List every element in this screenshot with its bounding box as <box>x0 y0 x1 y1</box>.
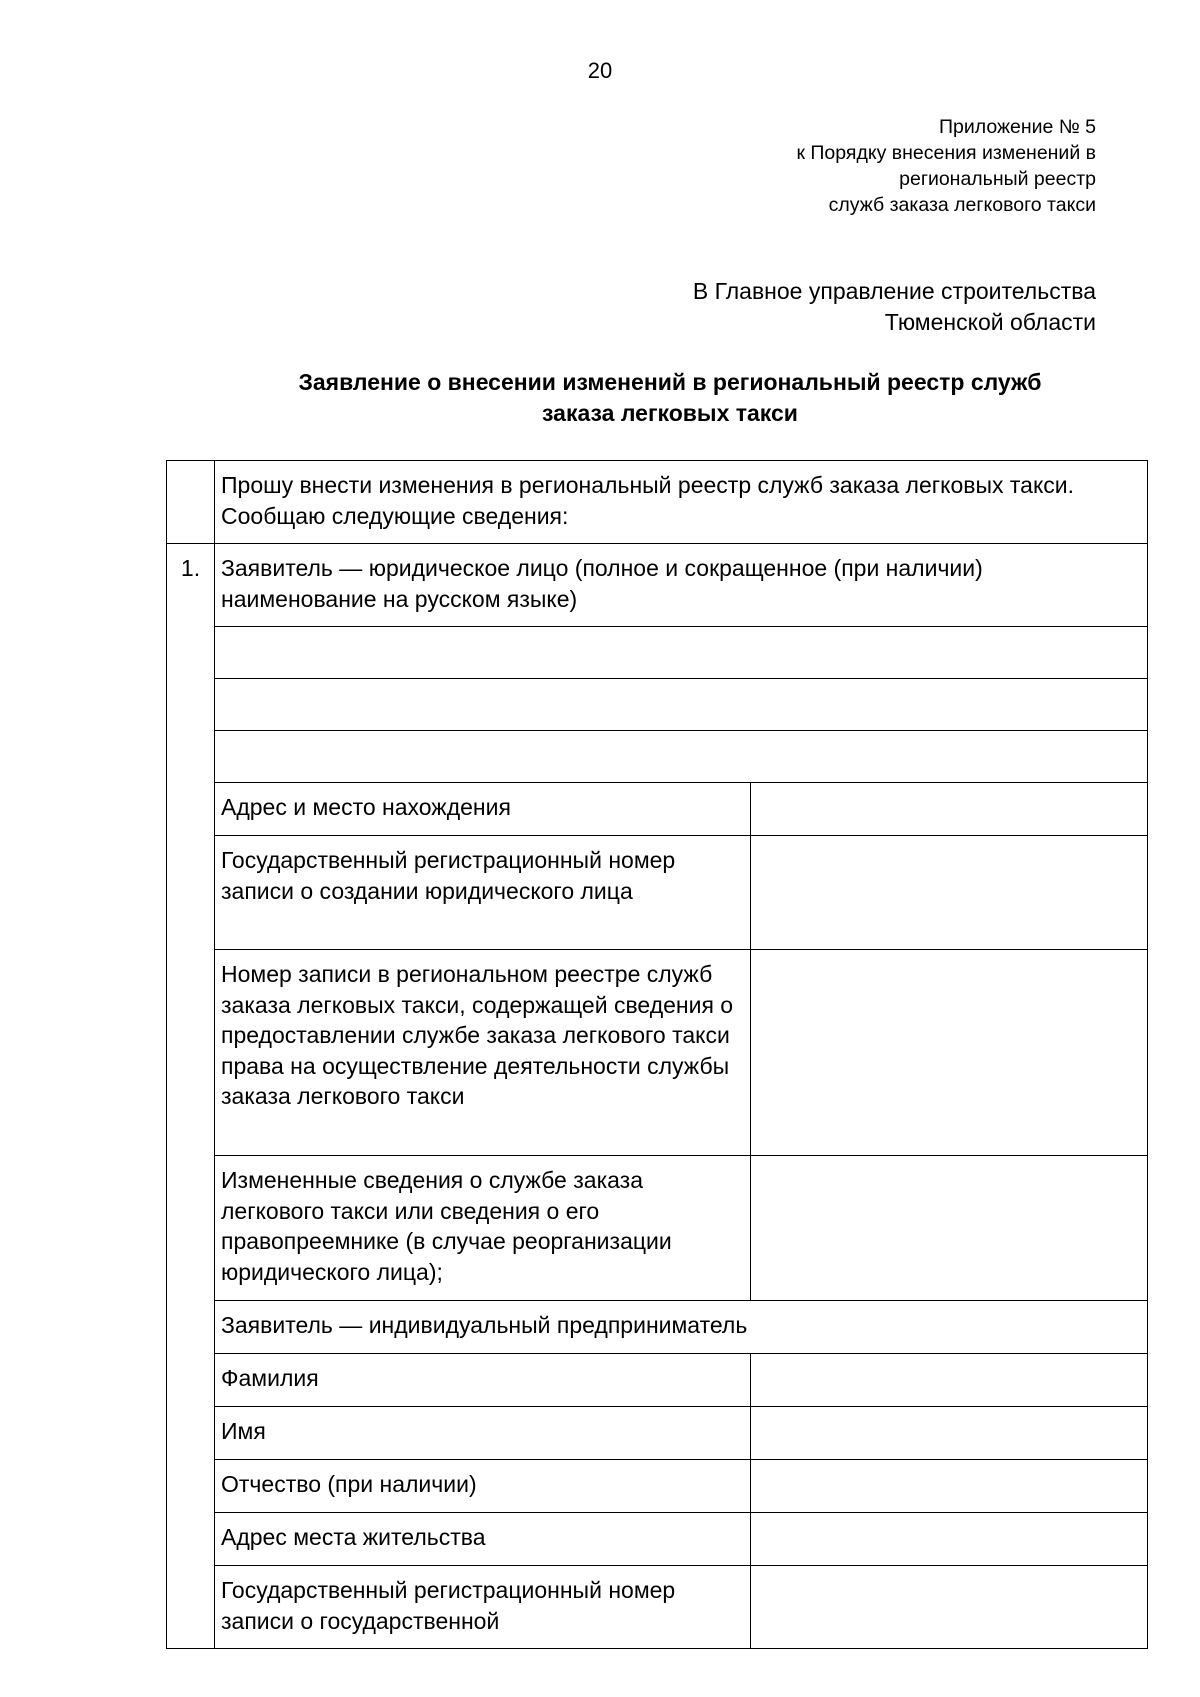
appendix-line: к Порядку внесения изменений в <box>796 142 1096 164</box>
row-number-cell <box>167 1407 215 1460</box>
table-row <box>167 1301 1148 1354</box>
surname-value-field[interactable] <box>751 1354 1148 1407</box>
row-number-cell <box>167 731 215 783</box>
title-line: заказа легковых такси <box>542 400 798 426</box>
table-row <box>167 1156 1148 1301</box>
table-row <box>167 1566 1148 1649</box>
row-number-cell <box>167 1513 215 1566</box>
row-number-cell <box>167 461 215 544</box>
legal-name-field[interactable] <box>215 627 1148 679</box>
entrepreneur-header: Заявитель — индивидуальный предприниматель <box>215 1301 1148 1354</box>
table-row <box>167 1354 1148 1407</box>
field-label: Государственный регистрационный номер записи о создании юридического лица <box>215 836 751 950</box>
application-form-table <box>166 460 1148 1649</box>
field-label: Адрес места жительства <box>215 1513 751 1566</box>
section-number: 1. <box>167 544 215 627</box>
row-number-cell <box>167 1566 215 1649</box>
table-row <box>167 783 1148 836</box>
table-row <box>167 627 1148 679</box>
first-name-value-field[interactable] <box>751 1407 1148 1460</box>
addressee <box>396 276 1096 338</box>
row-number-cell <box>167 1156 215 1301</box>
patronymic-value-field[interactable] <box>751 1460 1148 1513</box>
address-value-field[interactable] <box>751 783 1148 836</box>
document-title <box>220 367 1120 429</box>
ogrn-value-field[interactable] <box>751 836 1148 950</box>
table-row <box>167 1407 1148 1460</box>
row-number-cell <box>167 1301 215 1354</box>
table-row <box>167 679 1148 731</box>
changed-info-value-field[interactable] <box>751 1156 1148 1301</box>
table-row <box>167 544 1148 627</box>
residence-address-value-field[interactable] <box>751 1513 1148 1566</box>
table-row <box>167 461 1148 544</box>
row-number-cell <box>167 950 215 1156</box>
field-label: Отчество (при наличии) <box>215 1460 751 1513</box>
page-number: 20 <box>587 58 613 83</box>
legal-name-field[interactable] <box>215 731 1148 783</box>
appendix-line: служб заказа легкового такси <box>828 194 1096 216</box>
appendix-line: региональный реестр <box>899 168 1096 190</box>
table-row <box>167 1513 1148 1566</box>
appendix-line: Приложение № 5 <box>939 116 1096 138</box>
intro-text: Прошу внести изменения в региональный реестр служб заказа легковых такси. Сообщаю следующие сведения: <box>215 461 1148 544</box>
row-number-cell <box>167 1460 215 1513</box>
addressee-line: Тюменской области <box>884 309 1096 335</box>
title-line: Заявление о внесении изменений в региональный реестр служб <box>298 369 1042 395</box>
legal-entity-header: Заявитель — юридическое лицо (полное и сокращенное (при наличии) наименование на русском языке) <box>215 544 1148 627</box>
field-label: Измененные сведения о службе заказа легкового такси или сведения о его правопреемнике (в случае реорганизации юридического лица); <box>215 1156 751 1301</box>
table-row <box>167 1460 1148 1513</box>
row-number-cell <box>167 1354 215 1407</box>
registry-number-value-field[interactable] <box>751 950 1148 1156</box>
row-number-cell <box>167 783 215 836</box>
field-label: Фамилия <box>215 1354 751 1407</box>
table-row <box>167 731 1148 783</box>
field-label: Государственный регистрационный номер записи о государственной <box>215 1566 751 1649</box>
field-label: Имя <box>215 1407 751 1460</box>
addressee-line: В Главное управление строительства <box>692 278 1096 304</box>
row-number-cell <box>167 679 215 731</box>
field-label: Адрес и место нахождения <box>215 783 751 836</box>
row-number-cell <box>167 836 215 950</box>
row-number-cell <box>167 627 215 679</box>
appendix-reference <box>576 114 1096 218</box>
state-registration-value-field[interactable] <box>751 1566 1148 1649</box>
field-label: Номер записи в региональном реестре служб заказа легковых такси, содержащей сведения о предоставлении службе заказа легкового такси права на осуществление деятельности службы заказа легкового такси <box>215 950 751 1156</box>
table-row <box>167 836 1148 950</box>
legal-name-field[interactable] <box>215 679 1148 731</box>
table-row <box>167 950 1148 1156</box>
